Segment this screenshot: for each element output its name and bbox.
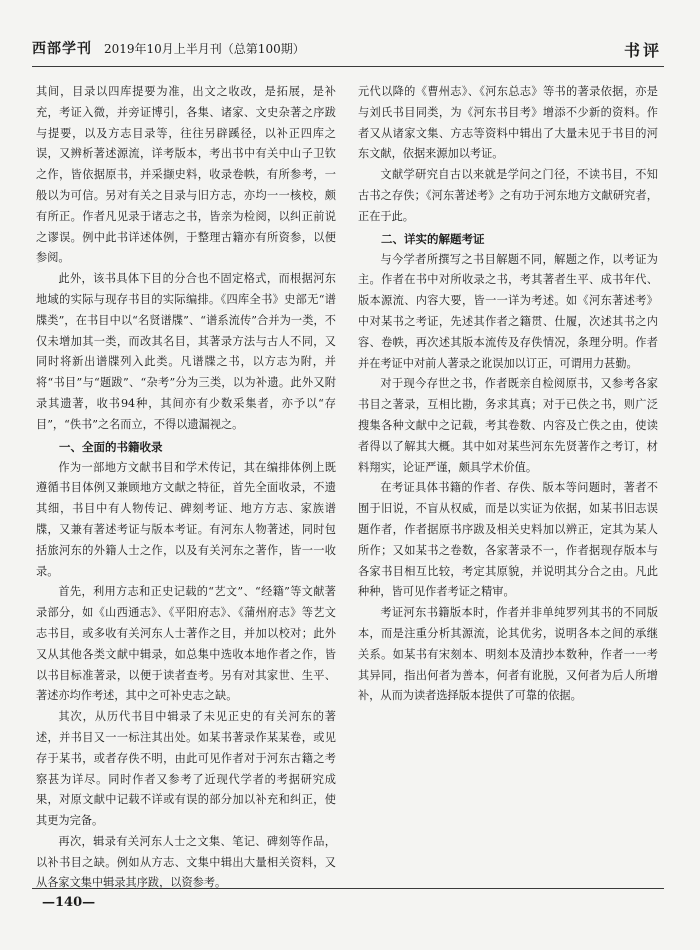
paragraph: 首先，利用方志和正史记载的“艺文”、“经籍”等文献著录部分，如《山西通志》、《平阳府志》、《蒲州府志》等艺文志书目，或多收有关河东人士著作之目，并加以校对；此外又从其他各类文献中辑录，如总集中选收本地作者之作，皆以书目标准著录，以便于读者查考。另有对其家世、生平、著述亦均作考述，其中之可补史志之缺。 xyxy=(36,585,336,703)
left-column xyxy=(36,82,336,890)
right-column xyxy=(358,82,658,872)
page-number: —140— xyxy=(42,895,96,910)
paragraph: 对于现今存世之书，作者既亲自检阅原书，又参考各家书目之著录，互相比勘，务求其真；对于已佚之书，则广泛搜集各种文献中之记载，考其卷数、内容及亡佚之由，使读者得以了解其大概。其中如对某些河东先贤著作之考订，材料翔实，论证严谨，颇具学术价值。 xyxy=(358,377,658,474)
section-label: 书评 xyxy=(623,41,662,60)
paragraph: 其间，目录以四库提要为准，出文之收改，是拓展，是补充，考证入微，并旁证博引，各集、诸家、文史杂著之序跋与提要，以及方志目录等，往往另辟蹊径，以补正四库之误，又辨析著述源流，详考版本，考出书中有关中山子卫钦之作，皆依据原书，并采撷史料，收录卷帙，有所参考，一般以为可信。另对有关之目录与旧方志，亦均一一核校，颇有所正。作者凡见录于诸志之书，皆亲为检阅，以纠正前说之谬误。例中此书详述体例，于整理古籍亦有所资参，以便参阅。 xyxy=(36,85,336,265)
paragraph: 此外，该书具体下目的分合也不固定格式，而根据河东地域的实际与现存书目的实际编排。《四库全书》史部无“谱牒类”，在书目中以“名贤谱牒”、“谱系流传”合并为一类，不仅未增加其一类，而改其名目，其著录方法与古人不同，又同时将新出谱牒列入此类。凡谱牒之书，以方志为附，并将“书目”与“题跋”、“杂考”分为三类，以为补遗。此外又附录其遗著，收书94种，其间亦有少数采集者，亦予以“存目”，“佚书”之名而立，不得以遗漏视之。 xyxy=(36,272,336,431)
page-footer xyxy=(32,888,664,918)
issue-info: 2019年10月上半月刊（总第100期） xyxy=(104,42,305,56)
paragraph: 考证河东书籍版本时，作者并非单纯罗列其书的不同版本，而是注重分析其源流，论其优劣，说明各本之间的承继关系。如某书有宋刻本、明刻本及清抄本数种，作者一一考其异同，指出何者为善本，何者有讹脱，又何者为后人所增补，从而为读者选择版本提供了可靠的依据。 xyxy=(358,606,658,703)
section-heading: 二、详实的解题考证 xyxy=(381,231,485,246)
paragraph: 作为一部地方文献书目和学术传记，其在编排体例上既遵循书目体例又兼顾地方文献之特征，首先全面收录，不遗其细，书目中有人物传记、碑刻考证、地方方志、家族谱牒，又兼有著述考证与版本考证。有河东人物著述，同时包括旅河东的外籍人士之作，以及有关河东之著作，皆一一收录。 xyxy=(36,460,336,578)
page-header xyxy=(32,30,664,67)
paragraph: 文献学研究自古以来就是学问之门径，不读书目，不知古书之存佚；《河东著述考》之有功于河东地方文献研究者，正在于此。 xyxy=(358,168,658,223)
paragraph: 与今学者所撰写之书目解题不同，解题之作，以考证为主。作者在书中对所收录之书，考其著者生平、成书年代、版本源流、内容大要，皆一一详为考述。如《河东著述考》中对某书之考证，先述其作者之籍贯、仕履，次述其书之内容、卷帙，再次述其版本流传及存佚情况，条理分明。作者并在考证中对前人著录之讹误加以订正，可谓用力甚勤。 xyxy=(358,252,658,370)
paragraph: 在考证具体书籍的作者、存佚、版本等问题时，著者不囿于旧说，不盲从权威，而是以实证为依据，如某书旧志误题作者，作者据原书序跋及相关史料加以辨正，定其为某人所作；又如某书之卷数，各家著录不一，作者据现存版本与各家书目相互比较，考定其原貌，并说明其分合之由。凡此种种，皆可见作者考证之精审。 xyxy=(358,481,658,599)
paragraph: 再次，辑录有关河东人士之文集、笔记、碑刻等作品，以补书目之缺。例如从方志、文集中辑出大量相关资料，又从各家文集中辑录其序跋，以资参考。 xyxy=(36,834,336,890)
paragraph: 其次，从历代书目中辑录了未见正史的有关河东的著述，并书目又一一标注其出处。如某书著录作某某卷，或见存于某书，或者存佚不明，由此可见作者对于河东古籍之考察甚为详尽。同时作者又参考了近现代学者的考据研究成果，对原文献中记载不详或有误的部分加以补充和纠正，使其更为完备。 xyxy=(36,710,336,828)
paragraph: 元代以降的《曹州志》、《河东总志》等书的著录依据，亦是与刘氏书目同类，为《河东书目考》增添不少新的资料。作者又从诸家文集、方志等资料中辑出了大量未见于书目的河东文献，依据来源加以考证。 xyxy=(358,85,658,161)
journal-title: 西部学刊 xyxy=(32,41,92,57)
section-heading: 一、全面的书籍收录 xyxy=(59,439,163,454)
footer-rule xyxy=(32,888,664,889)
